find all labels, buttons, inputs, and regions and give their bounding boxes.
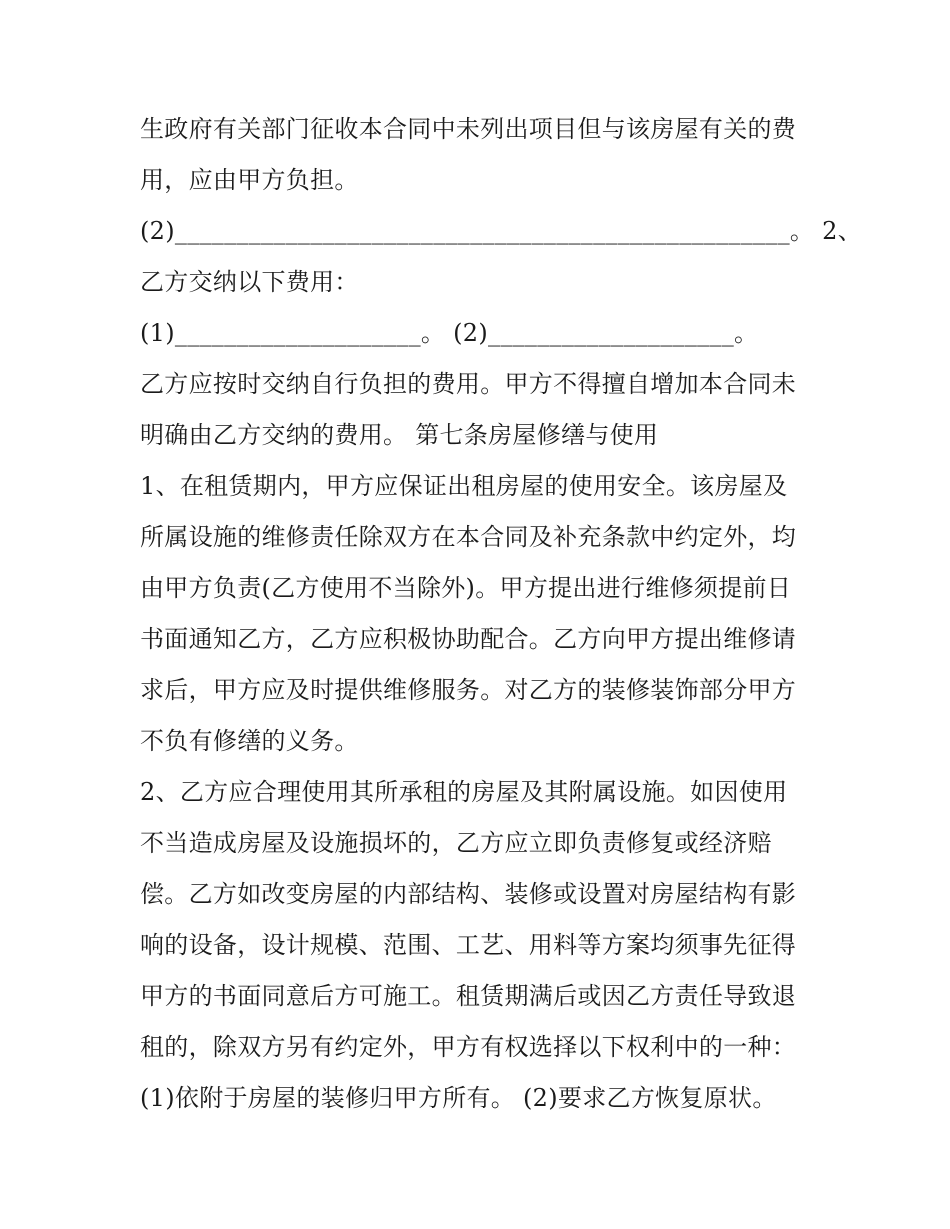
text-line: 响的设备，设计规模、范围、工艺、用料等方案均须事先征得 (140, 931, 797, 959)
text-line: 明确由乙方交纳的费用。 第七条房屋修缮与使用 (140, 421, 659, 449)
text-line: 由甲方负责(乙方使用不当除外)。甲方提出进行维修须提前日 (140, 574, 792, 602)
text-line: 生政府有关部门征收本合同中未列出项目但与该房屋有关的费 (140, 115, 797, 143)
text-line: 乙方交纳以下费用： (140, 268, 359, 296)
text-line: 2、乙方应合理使用其所承租的房屋及其附属设施。如因使用 (140, 778, 788, 806)
text-line: 书面通知乙方，乙方应积极协助配合。乙方向甲方提出维修请 (140, 625, 797, 653)
text-line: 用，应由甲方负担。 (140, 166, 359, 194)
text-line: (1)依附于房屋的装修归甲方所有。 (2)要求乙方恢复原状。 (140, 1084, 777, 1112)
text-line: 乙方应按时交纳自行负担的费用。甲方不得擅自增加本合同未 (140, 370, 797, 398)
text-line: 不当造成房屋及设施损坏的，乙方应立即负责修复或经济赔 (140, 829, 772, 857)
text-line: 求后，甲方应及时提供维修服务。对乙方的装修装饰部分甲方 (140, 676, 797, 704)
text-line: 不负有修缮的义务。 (140, 727, 359, 755)
text-line: 租的，除双方另有约定外，甲方有权选择以下权利中的一种： (140, 1033, 797, 1061)
text-line: (1)____________________。 (2)____________________。 (140, 319, 759, 347)
text-line: 所属设施的维修责任除双方在本合同及补充条款中约定外，均 (140, 523, 797, 551)
text-line: 偿。乙方如改变房屋的内部结构、装修或设置对房屋结构有影 (140, 880, 797, 908)
text-line: 1、在租赁期内，甲方应保证出租房屋的使用安全。该房屋及 (140, 472, 788, 500)
text-line: (2)__________________________________________________。 2、 (140, 217, 862, 245)
text-line: 甲方的书面同意后方可施工。租赁期满后或因乙方责任导致退 (140, 982, 797, 1010)
